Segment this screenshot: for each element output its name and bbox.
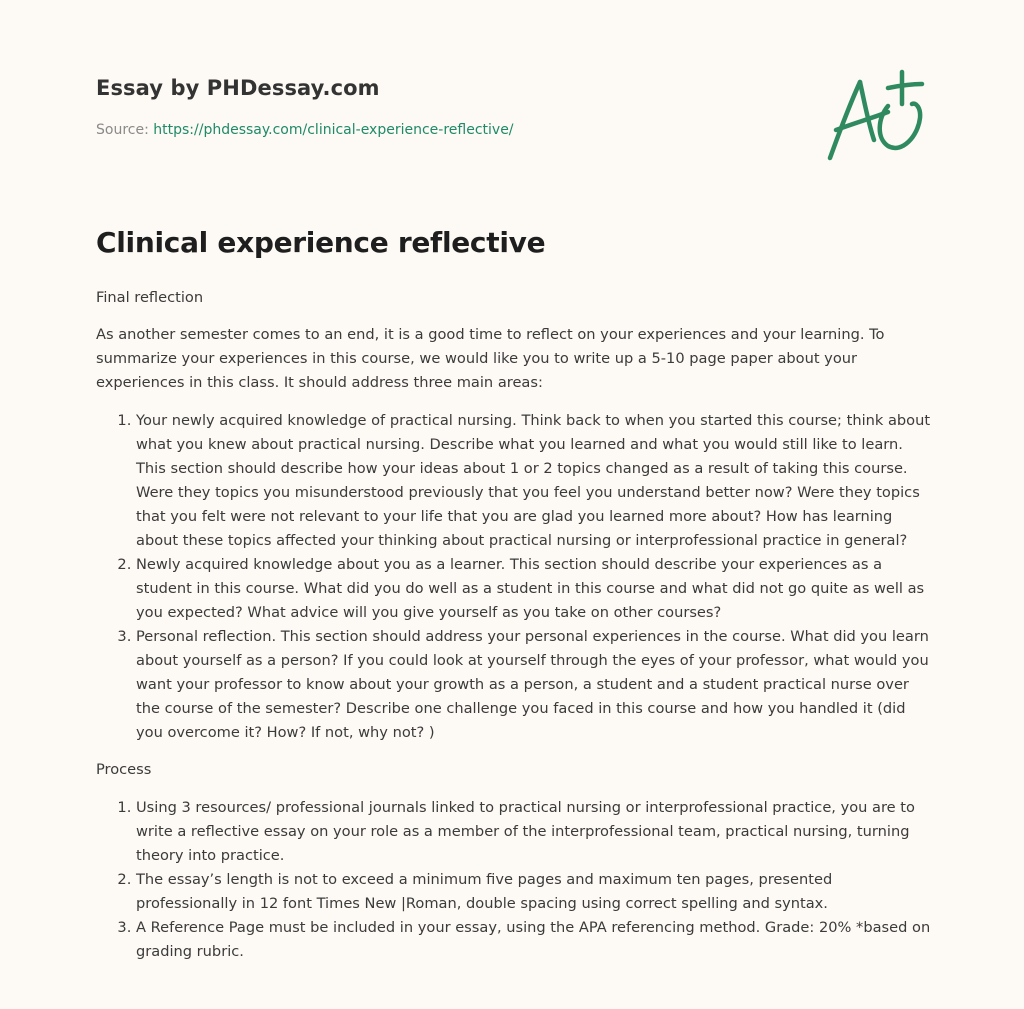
intro-paragraph: As another semester comes to an end, it is a good time to reflect on your experiences and your learning. To summarize your experiences in this course, we would like you to write up a 5-10 page paper about your experiences in this class. It should address three main areas: [96,326,885,391]
areas-list [96,409,936,745]
site-header [96,76,796,138]
source-link[interactable]: https://phdessay.com/clinical-experience-reflective/ [153,122,514,138]
brand-title: Essay by PHDessay.com [96,76,380,100]
source-label: Source: [96,122,154,138]
list-item: 1. Your newly acquired knowledge of practical nursing. Think back to when you started this course; think about what you knew about practical nursing. Describe what you learned and what you would still like to learn. This section should describe how your ideas about 1 or 2 topics changed as a result of taking this course. Were they topics you misunderstood previously that you feel you understand better now? Were they topics that you felt were not relevant to your life that you are glad you learned more about? How has learning about these topics affected your thinking about practical nursing or interprofessional practice in general? [136,409,936,553]
a-plus-logo-icon [822,66,930,166]
list-item: 3. Personal reflection. This section should address your personal experiences in the course. What did you learn about yourself as a person? If you could look at yourself through the eyes of your professor, what would you want your professor to know about your growth as a person, a student and a student practical nurse over the course of the semester? Describe one challenge you faced in this course and how you handled it (did you overcome it? How? If not, why not? ) [136,625,936,745]
subheading-process: Process [96,761,152,778]
list-item: 2. The essay’s length is not to exceed a minimum five pages and maximum ten pages, presented professionally in 12 font Times New |Roman, double spacing using correct spelling and syntax. [136,868,936,916]
essay-content [96,226,936,977]
process-list [96,796,936,964]
list-item: 1. Using 3 resources/ professional journals linked to practical nursing or interprofessional practice, you are to write a reflective essay on your role as a member of the interprofessional team, practical nursing, turning theory into practice. [136,796,936,868]
essay-title: Clinical experience reflective [96,226,546,259]
a-plus-logo-svg [822,66,930,166]
list-item: 3. A Reference Page must be included in your essay, using the APA referencing method. Grade: 20% *based on grading rubric. [136,916,936,964]
subheading-final-reflection: Final reflection [96,289,204,306]
source-line [96,122,796,138]
list-item: 2. Newly acquired knowledge about you as a learner. This section should describe your experiences as a student in this course. What did you do well as a student in this course and what did not go quite as well as you expected? What advice will you give yourself as you take on other courses? [136,553,936,625]
